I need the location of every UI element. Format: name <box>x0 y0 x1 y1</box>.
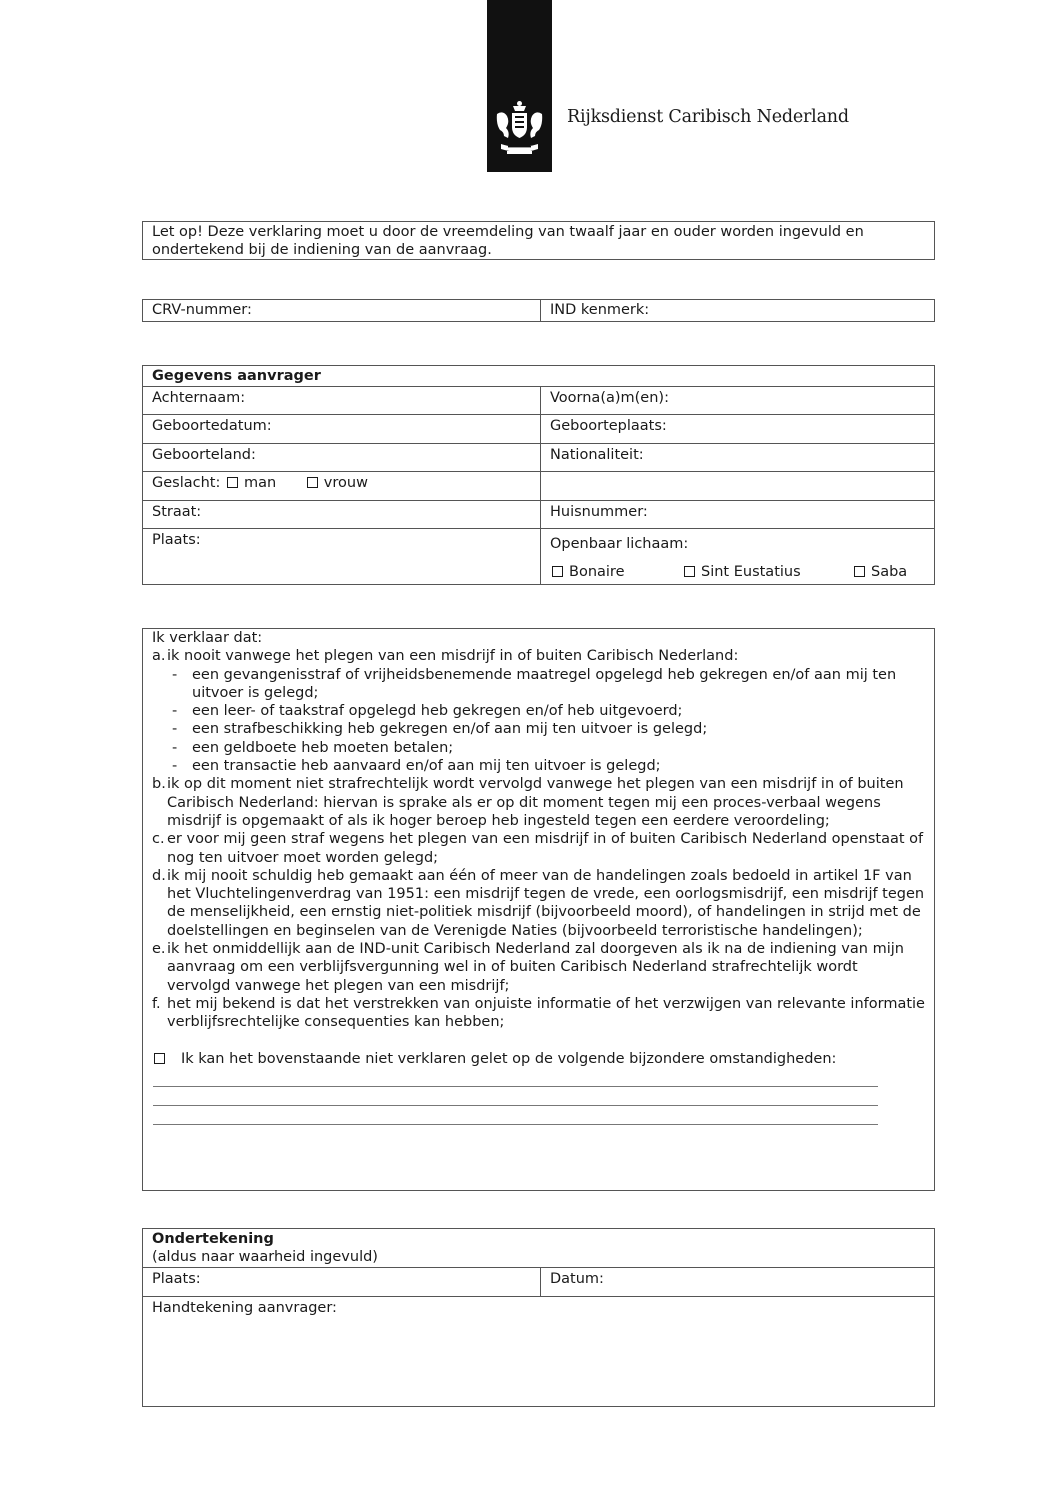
saba-label: Saba <box>871 564 908 580</box>
org-name: Rijksdienst Caribisch Nederland <box>567 107 849 127</box>
declaration-subitem: een geldboete heb moeten betalen; <box>192 739 454 756</box>
public-body-field <box>540 529 934 584</box>
birth-place-field[interactable] <box>540 415 934 443</box>
sint-eustatius-label: Sint Eustatius <box>701 564 801 580</box>
vrouw-label: vrouw <box>323 475 368 491</box>
house-number-label: Huisnummer: <box>550 504 648 520</box>
reference-numbers <box>142 299 935 322</box>
first-names-label: Voorna(a)m(en): <box>550 390 669 406</box>
street-label: Straat: <box>152 504 202 520</box>
public-body-label: Openbaar lichaam: <box>550 536 689 552</box>
declaration-item-b: ik op dit moment niet strafrechtelijk wordt vervolgd vanwege het plegen van een misdrijf in of buiten Caribisch Nederland: hiervan is sprake als er op dit moment tegen mij een proces-verbaal wegens misdrijf is opgemaakt of als ik hoger beroep heb ingesteld tegen een eerdere veroordeling; <box>167 776 904 829</box>
gender-field <box>143 472 540 500</box>
declaration-intro: Ik verklaar dat: <box>152 630 263 646</box>
declaration-subitem: een gevangenisstraf of vrijheidsbenemende maatregel opgelegd heb gekregen en/of aan mij ten uitvoer is gelegd; <box>192 666 897 701</box>
declaration-item-f: het mij bekend is dat het verstrekken van onjuiste informatie of het verzwijgen van relevante informatie verblijfsrechtelijke consequenties kan hebben; <box>167 995 925 1031</box>
sign-date-field[interactable] <box>540 1268 934 1296</box>
street-field[interactable] <box>143 501 540 528</box>
city-label: Plaats: <box>152 532 201 548</box>
checkbox-vrouw[interactable] <box>307 477 318 488</box>
signature-field[interactable] <box>143 1297 934 1406</box>
birth-country-field[interactable] <box>143 444 540 471</box>
nationality-field[interactable] <box>540 444 934 471</box>
declaration-item-a: ik nooit vanwege het plegen van een misdrijf in of buiten Caribisch Nederland: <box>167 648 739 665</box>
ind-reference-label: IND kenmerk: <box>550 302 650 318</box>
signature-label: Handtekening aanvrager: <box>152 1300 337 1316</box>
declaration-subitem: een transactie heb aanvaard en/of aan mij ten uitvoer is gelegd; <box>192 758 661 775</box>
bonaire-label: Bonaire <box>569 564 625 580</box>
ind-reference-field[interactable] <box>540 300 934 321</box>
crv-number-field[interactable] <box>143 300 540 321</box>
birth-date-label: Geboortedatum: <box>152 418 272 434</box>
birth-date-field[interactable] <box>143 415 540 443</box>
checkbox-man[interactable] <box>227 477 238 488</box>
exception-text: Ik kan het bovenstaande niet verklaren gelet op de volgende bijzondere omstandigheden: <box>181 1050 837 1067</box>
declaration-section: Ik verklaar dat: a. ik nooit vanwege het plegen van een misdrijf in of buiten Caribisch Nederland: - een gevangenisstraf of vrijheidsbenemende maatregel opgelegd heb gekregen en/of aan mij ten uitvoer is gelegd; - een leer- of taakstraf opgelegd heb gekregen en/of heb uitgevoerd; - een strafbeschikking heb gekregen en/of aan mij ten uitvoer is gelegd; - een geldboete heb moeten betalen; - een transactie heb aanvaard en/of aan mij ten uitvoer is gelegd; b. ik op dit moment niet strafrechtelijk wordt vervolgd vanwege het plegen van een misdrijf in of buiten Caribisch Nederland: hiervan is sprake als er op dit moment tegen mij een proces-verbaal wegens misdrijf is opgemaakt of als ik hoger beroep heb ingesteld tegen een eerdere veroordeling; c. er voor mij geen straf wegens het plegen van een misdrijf in of buiten Caribisch Nederland openstaat of nog ten uitvoer moet worden gelegd; d. ik mij nooit schuldig heb gemaakt aan één of meer van de handelingen zoals bedoeld in artikel 1F van het Vluchtelingenverdrag van 1951: een misdrijf tegen de vrede, een oorlogsmisdrijf, een misdrijf tegen de menselijkheid, een ernstig niet-politiek misdrijf (bijvoorbeeld moord), of handelingen in strijd met de doelstellingen en beginselen van de Verenigde Naties (bijvoorbeeld terroristische handelingen); e. ik het onmiddellijk aan de IND-unit Caribisch Nederland zal doorgeven als ik na de indiening van mijn aanvraag om een verblijfsvergunning wel in of buiten Caribisch Nederland strafrechtelijk wordt vervolgd vanwege het plegen van een misdrijf; f. het mij bekend is dat het verstrekken van onjuiste informatie of het verzwijgen van relevante informatie verblijfsrechtelijke consequenties kan hebben; Ik kan het bovenstaande niet verklaren gelet op de volgende bijzondere omstandigheden: <box>142 628 935 1191</box>
first-names-field[interactable] <box>540 387 934 414</box>
item-marker: a. <box>152 648 166 665</box>
coat-of-arms-icon <box>493 100 546 160</box>
birth-country-label: Geboorteland: <box>152 447 256 463</box>
surname-label: Achternaam: <box>152 390 246 406</box>
declaration-subitem: een strafbeschikking heb gekregen en/of aan mij ten uitvoer is gelegd; <box>192 721 708 738</box>
write-line[interactable] <box>153 1068 878 1087</box>
checkbox-exception[interactable] <box>154 1053 165 1064</box>
write-line[interactable] <box>153 1087 878 1106</box>
logo-bar <box>487 0 552 172</box>
declaration-subitem: een leer- of taakstraf opgelegd heb gekregen en/of heb uitgevoerd; <box>192 703 683 720</box>
signature-subtitle: (aldus naar waarheid ingevuld) <box>152 1249 378 1265</box>
sign-date-label: Datum: <box>550 1271 604 1287</box>
notice-text: Let op! Deze verklaring moet u door de vreemdeling van twaalf jaar en ouder worden ingevuld en ondertekend bij de indiening van de aanvraag. <box>152 224 864 258</box>
nationality-label: Nationaliteit: <box>550 447 644 463</box>
empty-cell <box>540 472 934 500</box>
man-label: man <box>243 475 277 491</box>
checkbox-bonaire[interactable] <box>552 566 563 577</box>
declaration-item-d: ik mij nooit schuldig heb gemaakt aan één of meer van de handelingen zoals bedoeld in artikel 1F van het Vluchtelingenverdrag van 1951: een misdrijf tegen de vrede, een oorlogsmisdrijf, een misdrijf tegen de menselijkheid, een ernstig niet-politiek misdrijf (bijvoorbeeld moord), of handelingen in strijd met de doelstellingen en beginselen van de Verenigde Naties (bijvoorbeeld terroristische handelingen); <box>167 867 925 939</box>
checkbox-sint-eustatius[interactable] <box>684 566 695 577</box>
birth-place-label: Geboorteplaats: <box>550 418 667 434</box>
checkbox-saba[interactable] <box>854 566 865 577</box>
house-number-field[interactable] <box>540 501 934 528</box>
city-field[interactable] <box>143 529 540 584</box>
surname-field[interactable] <box>143 387 540 414</box>
gender-label: Geslacht: <box>152 475 221 491</box>
sign-place-label: Plaats: <box>152 1271 201 1287</box>
signature-title: Ondertekening <box>152 1231 274 1247</box>
write-line[interactable] <box>153 1106 878 1125</box>
notice-box <box>142 221 935 260</box>
sign-place-field[interactable] <box>143 1268 540 1296</box>
applicant-section <box>142 365 935 585</box>
signature-section <box>142 1228 935 1407</box>
declaration-item-e: ik het onmiddellijk aan de IND-unit Caribisch Nederland zal doorgeven als ik na de indiening van mijn aanvraag om een verblijfsvergunning wel in of buiten Caribisch Nederland strafrechtelijk wordt vervolgd vanwege het plegen van een misdrijf; <box>167 941 904 994</box>
crv-number-label: CRV-nummer: <box>152 302 252 318</box>
declaration-item-c: er voor mij geen straf wegens het plegen van een misdrijf in of buiten Caribisch Nederland openstaat of nog ten uitvoer moet worden gelegd; <box>167 831 924 866</box>
applicant-section-title: Gegevens aanvrager <box>152 368 321 384</box>
